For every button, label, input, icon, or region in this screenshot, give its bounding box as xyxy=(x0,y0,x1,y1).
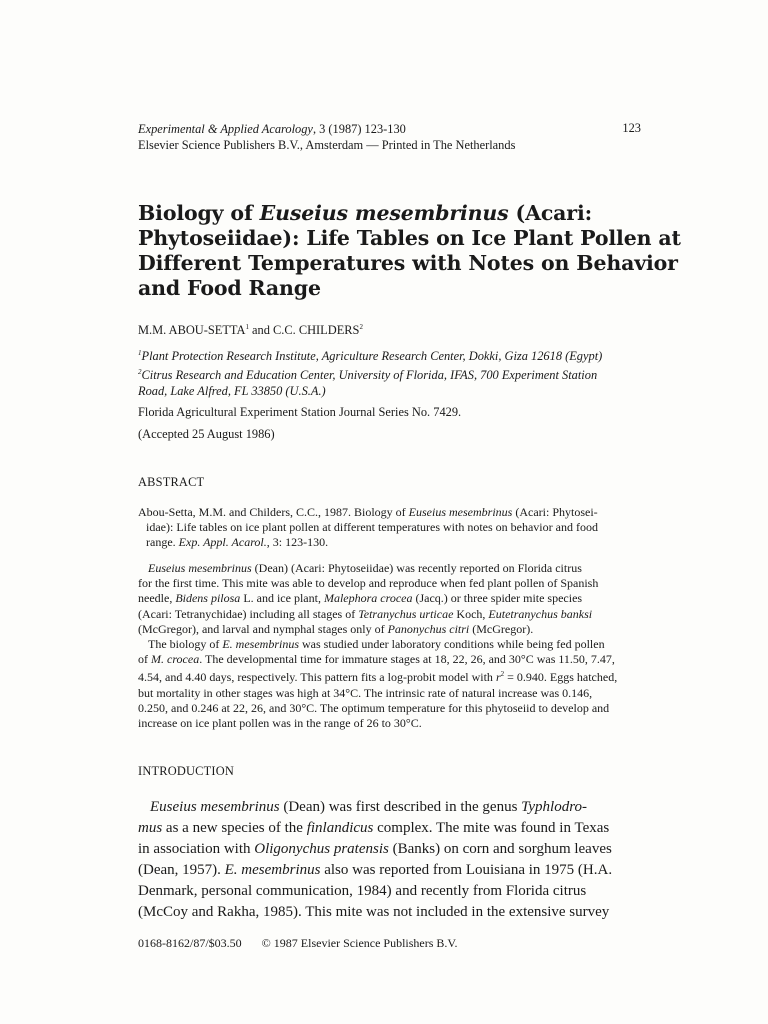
citation-journal: Exp. Appl. Acarol. xyxy=(178,535,267,549)
affiliations xyxy=(138,345,648,399)
abstract-text: 4.54, and 4.40 days, respectively. This pattern fits a log-probit model with xyxy=(138,670,496,685)
title-text: Biology of xyxy=(138,201,260,225)
affiliation-marker: 2 xyxy=(359,323,363,331)
abstract-text: (Acari: Tetranychidae) including all stages of xyxy=(138,606,359,621)
citation-text: idae): Life tables on ice plant pollen at different temperatures with notes on behavior and food xyxy=(146,520,598,534)
abstract-text: (McGregor), and larval and nymphal stages only of xyxy=(138,621,388,636)
abstract-math: r xyxy=(495,670,501,685)
intro-species: Oligonychus pratensis xyxy=(254,841,389,857)
affiliation-marker: 2 xyxy=(138,368,142,377)
page-footer xyxy=(138,936,458,951)
intro-text: (Dean) was first described in the genus xyxy=(279,799,522,815)
abstract-species: E. mesembrinus xyxy=(222,637,299,652)
introduction-body xyxy=(138,797,643,923)
abstract-text: The biology of xyxy=(148,637,223,652)
page-number: 123 xyxy=(622,121,641,135)
intro-text: also was reported from Louisiana in 1975 (H.A. xyxy=(320,862,613,878)
abstract-heading: ABSTRACT xyxy=(138,475,205,489)
intro-species: finlandicus xyxy=(306,820,374,836)
journal-volume: , 3 (1987) 123-130 xyxy=(312,122,406,136)
intro-text: (Dean, 1957). xyxy=(138,862,225,878)
citation-text: range. xyxy=(146,535,179,549)
abstract-math: 2 xyxy=(500,670,505,679)
abstract-text: was studied under laboratory conditions while being fed pollen xyxy=(299,637,605,652)
citation xyxy=(138,505,643,550)
title-line: Phytoseiidae): Life Tables on Ice Plant Pollen at xyxy=(138,226,681,250)
citation-text: Abou-Setta, M.M. and Childers, C.C., 1987. Biology of xyxy=(138,505,409,519)
intro-text: in association with xyxy=(138,841,255,857)
citation-text: , 3: 123-130. xyxy=(266,535,329,549)
title-species: Euseius mesembrinus xyxy=(259,201,509,225)
intro-text: (McCoy and Rakha, 1985). This mite was not included in the extensive survey xyxy=(138,904,610,920)
affiliation-marker: 1 xyxy=(138,349,142,357)
intro-species: Euseius mesembrinus xyxy=(150,799,280,815)
title-line: and Food Range xyxy=(138,276,321,300)
publisher-line: Elsevier Science Publishers B.V., Amsterdam — Printed in The Netherlands xyxy=(138,138,516,152)
abstract-text: Koch, xyxy=(453,606,489,621)
citation-species: Euseius mesembrinus xyxy=(408,505,513,519)
abstract-paragraph xyxy=(138,561,643,637)
citation-text: (Acari: Phytosei- xyxy=(512,505,598,519)
abstract-text: of xyxy=(138,652,151,667)
title-line: Different Temperatures with Notes on Behavior xyxy=(138,251,678,275)
affiliation-text: Plant Protection Research Institute, Agriculture Research Center, Dokki, Giza 12618 (Egypt) xyxy=(141,349,603,364)
journal-name: Experimental & Applied Acarology xyxy=(138,122,313,136)
abstract-text: (Dean) (Acari: Phytoseiidae) was recently reported on Florida citrus xyxy=(251,561,582,575)
article-title xyxy=(138,201,681,301)
abstract-species: Euseius mesembrinus xyxy=(148,561,252,575)
author-name: M.M. ABOU-SETTA xyxy=(138,323,246,338)
abstract-species: Malephora crocea xyxy=(323,591,413,606)
abstract-paragraph xyxy=(138,637,643,731)
intro-text: Denmark, personal communication, 1984) and recently from Florida citrus xyxy=(138,883,587,899)
accepted-date: (Accepted 25 August 1986) xyxy=(138,427,275,441)
abstract-text: (McGregor). xyxy=(469,621,534,636)
abstract-species: Bidens pilosa xyxy=(175,591,241,606)
abstract-species: Tetranychus urticae xyxy=(358,606,454,621)
author-name: and C.C. CHILDERS xyxy=(248,323,360,338)
copyright-notice: © 1987 Elsevier Science Publishers B.V. xyxy=(261,936,458,950)
abstract-text: L. and ice plant, xyxy=(240,591,324,606)
title-text: (Acari: xyxy=(508,201,593,225)
intro-species: Typhlodro- xyxy=(521,799,588,815)
abstract-text: . The developmental time for immature stages at 18, 22, 26, and 30°C was 11.50, 7.47, xyxy=(199,652,615,667)
abstract-species: M. crocea xyxy=(151,652,200,667)
affiliation-text: Citrus Research and Education Center, University of Florida, IFAS, 700 Experiment Station xyxy=(141,368,598,383)
abstract-text: needle, xyxy=(138,591,176,606)
author-list xyxy=(138,323,363,338)
abstract-text: for the first time. This mite was able to develop and reproduce when fed plant pollen of Spanish xyxy=(138,576,599,591)
intro-paragraph xyxy=(138,797,643,923)
introduction-heading: INTRODUCTION xyxy=(138,764,235,778)
running-header xyxy=(138,121,515,153)
abstract-text: (Jacq.) or three spider mite species xyxy=(412,591,583,606)
abstract-text: 0.250, and 0.246 at 22, 26, and 30°C. The optimum temperature for this phytoseiid to develop and xyxy=(138,700,610,715)
intro-text: (Banks) on corn and sorghum leaves xyxy=(388,841,612,857)
journal-series-note: Florida Agricultural Experiment Station Journal Series No. 7429. xyxy=(138,405,462,419)
intro-species: mus xyxy=(138,820,163,836)
abstract-species: Eutetranychus banksi xyxy=(488,606,593,621)
abstract-text: = 0.940. Eggs hatched, xyxy=(504,670,618,685)
abstract-species: Panonychus citri xyxy=(387,621,470,636)
abstract-text: increase on ice plant pollen was in the range of 26 to 30°C. xyxy=(138,716,422,731)
affiliation-text: Road, Lake Alfred, FL 33850 (U.S.A.) xyxy=(138,384,326,399)
issn-code: 0168-8162/87/$03.50 xyxy=(138,936,242,950)
abstract-text: but mortality in other stages was high at 34°C. The intrinsic rate of natural increase was 0.146, xyxy=(138,685,593,700)
abstract-body xyxy=(138,561,643,731)
affiliation-marker: 1 xyxy=(245,323,249,331)
intro-text: complex. The mite was found in Texas xyxy=(373,820,610,836)
intro-species: E. mesembrinus xyxy=(224,862,321,878)
intro-text: as a new species of the xyxy=(162,820,307,836)
